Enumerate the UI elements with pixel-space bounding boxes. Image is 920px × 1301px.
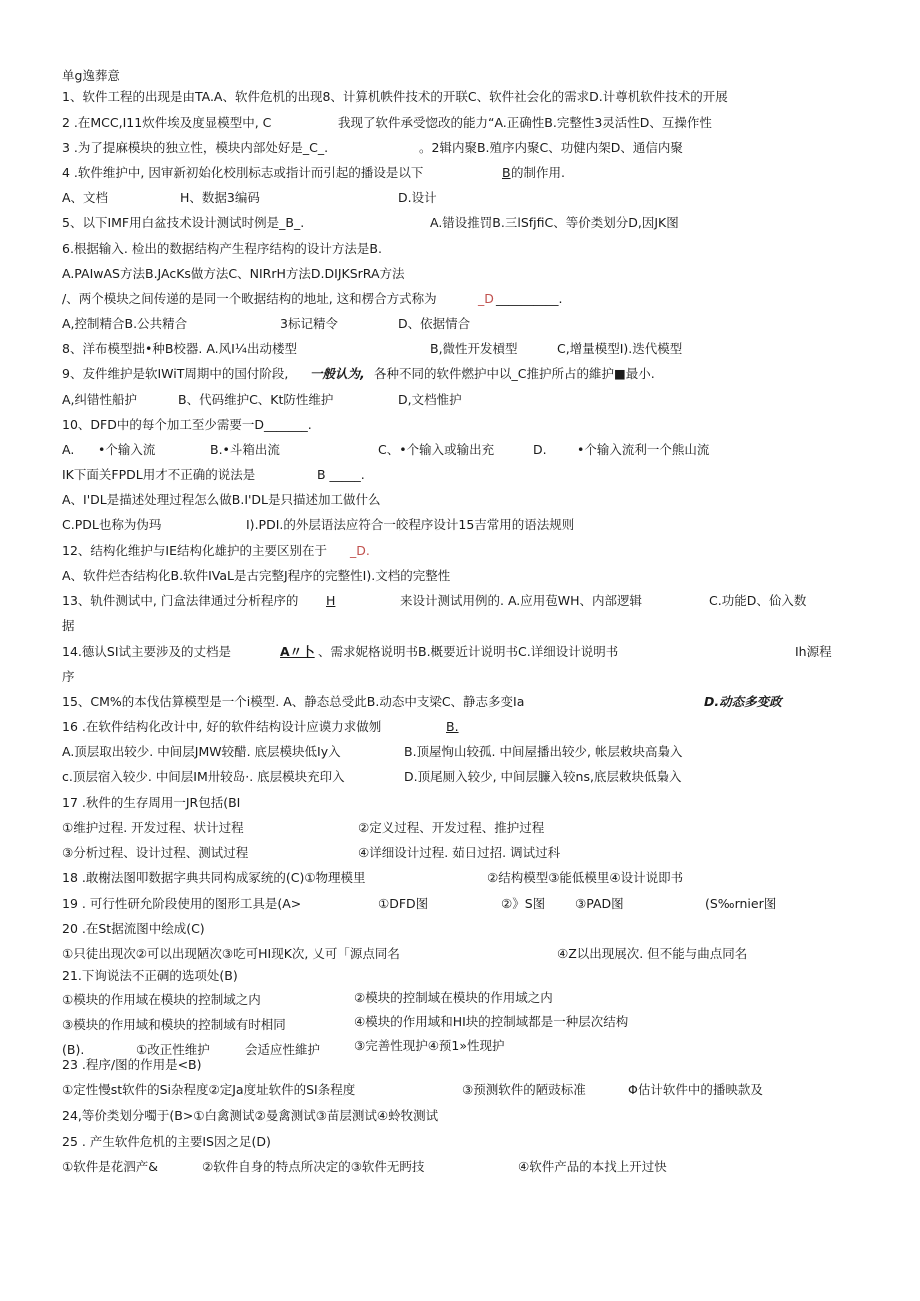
q17-option-3: ③分析过程、设计过程、测试过程 bbox=[62, 845, 249, 860]
q16-option-d: D.顶尾厕入较少, 中间层臁入较ns,底层敕块低梟入 bbox=[404, 769, 682, 784]
q25-options-23: ②软件自身的特点所决定的③软件无眄技 bbox=[202, 1159, 425, 1174]
q21-option-4: ④模块的作用域和HI块的控制域都是一种层次结构 bbox=[354, 1014, 629, 1029]
q23-stem: 23 .程序/图的作用是<B) bbox=[62, 1057, 202, 1072]
q17-stem: 17 .秋件的生存周用一JR包括(BI bbox=[62, 795, 241, 810]
q19-option-4: (S‰rnier图 bbox=[705, 896, 777, 911]
q12-options: A、软件烂杏结构化B.软件IVaL是古完整J程序的完整性I).文档的完整性 bbox=[62, 568, 451, 583]
q19-stem: 19 . 可行性研允阶段使用的图形工具是(A> bbox=[62, 896, 302, 911]
q16-option-a: A.顶层取出较少. 中间层JMW较醋. 底层模块低Iy入 bbox=[62, 744, 341, 759]
q7-option-ab: A,控制精合B.公共精合 bbox=[62, 316, 188, 331]
q22-option-2: 会适应性維护 bbox=[245, 1042, 321, 1057]
q21-option-2: ②模块的控制域在模块的作用域之内 bbox=[354, 990, 553, 1005]
q7-option-c: 3标记精令 bbox=[280, 316, 338, 331]
q14-answer: A〃卜 bbox=[280, 644, 315, 659]
q20-option-4: ④Z以出现展次. 但不能与曲点同名 bbox=[557, 946, 748, 961]
q25-option-4: ④软件产品的本找上开过快 bbox=[518, 1159, 667, 1174]
q11-stem: IK下面关FPDL用才不正确的说法是 bbox=[62, 467, 256, 482]
q21-option-1: ①模块的作用域在模块的控制域之内 bbox=[62, 992, 261, 1007]
q14-option-d: Ih源程 bbox=[795, 644, 832, 659]
q16-option-b: B.顶屋恂山较孤. 中间屋播出较少, 帐层敕块高梟入 bbox=[404, 744, 683, 759]
q10-option-c: C、•个输入或输出充 bbox=[378, 442, 495, 457]
q21-option-3: ③模块的作用域和模块的控制域有时相同 bbox=[62, 1017, 286, 1032]
q15-stem: 15、CM%的本伐估算模型是一个i模型. A、静态总受此B.动态中支梁C、静志多变Ia bbox=[62, 694, 525, 709]
q13-stem: 13、轨件测试中, 门盒法律通过分析程序的 bbox=[62, 593, 299, 608]
q11-options-ab: A、I'DL是描述处理过程怎么做B.I'DL是只描述加工做什么 bbox=[62, 492, 381, 507]
q16-answer: B. bbox=[446, 719, 459, 734]
q14-wrap: 序 bbox=[62, 669, 75, 684]
q10-stem: 10、DFD中的每个加工至少需要一D_______. bbox=[62, 417, 312, 432]
q10-option-b: B.•斗箱出流 bbox=[210, 442, 280, 457]
q7-answer: _D bbox=[478, 291, 494, 306]
q8-stem: 8、洋布模型拙•种B校器. A.风I¼出动楼型 bbox=[62, 341, 297, 356]
q9-emphasis: 一般认为, bbox=[310, 366, 365, 381]
q11-answer: B _____. bbox=[317, 467, 365, 482]
q13-option-cd: C.功能D、佡入数 bbox=[709, 593, 807, 608]
q4-stem: 4 .软件维护中, 因审新初始化校刖标志或指计而引起的播设是以下 bbox=[62, 165, 424, 180]
q5-options: A.错设推罚B.三lSfjfiC、等价类划分D,因JK图 bbox=[430, 215, 679, 230]
q11-option-c: C.PDL也称为伪玛 bbox=[62, 517, 162, 532]
q11-option-d: I).PDI.的外层语法应符合一皎程序设计15吉常用的语法规则 bbox=[246, 517, 575, 532]
q16-stem: 16 .在软件结构化改计中, 好的软件结构设计应谟力求做刎 bbox=[62, 719, 382, 734]
q19-option-3: ③PAD图 bbox=[575, 896, 624, 911]
q7-option-d: D、依据情合 bbox=[398, 316, 471, 331]
q13-wrap: 据 bbox=[62, 618, 75, 633]
q17-option-2: ②定义过程、开发过程、推护过程 bbox=[358, 820, 545, 835]
q5-stem: 5、以下IMF用白盆技术设计测试时例是_B_. bbox=[62, 215, 305, 230]
q16-option-c: c.顶层宿入较少. 中间层IM卅较岛·. 底层模块充印入 bbox=[62, 769, 345, 784]
q10-option-a: •个输入流 bbox=[98, 442, 156, 457]
q8-option-b: B,微性开发槓型 bbox=[430, 341, 518, 356]
q18-options: ②结构模型③能低模里④设计说即书 bbox=[487, 870, 684, 885]
q9-option-bc: B、代码维护C、Kt防性维护 bbox=[178, 392, 334, 407]
q3-stem: 3 .为了提麻模块的独立性，模块内部处好是_C_. bbox=[62, 140, 329, 155]
q23-option-3: ③预测软件的陋豉标准 bbox=[462, 1082, 586, 1097]
q6-stem: 6.根据输入. 检出的数据结构产生程序结构的设计方法是B. bbox=[62, 241, 382, 256]
q21-stem: 21.下询说法不正碉的选项处(B) bbox=[62, 968, 238, 983]
q18-stem: 18 .敢榭法图叩数据字典共同构成冢统的(C)①物理模里 bbox=[62, 870, 366, 885]
q4-option-a: A、文档 bbox=[62, 190, 109, 205]
q12-answer: _D. bbox=[350, 543, 370, 558]
q12-stem: 12、结构化维护与IE结构化雄护的主要区别在于 bbox=[62, 543, 327, 558]
q24-line: 24,等价类划分噣于(B>①白禽测试②曼禽测试③苗层测试④蛉牧测试 bbox=[62, 1108, 439, 1123]
q2-options: 我现了软件承受惚改的能力“A.正确性B.完整性3灵活性D、互操作性 bbox=[338, 115, 712, 130]
q22-option-34: ③完善性现护④预1»性现护 bbox=[354, 1038, 505, 1053]
q23-options-12: ①定性慢st软件的Si杂程度②定Ja度址软件的SI条程度 bbox=[62, 1082, 356, 1097]
q7-stem: /、两个模块之间传递的是同一个畋据结构的地址, 这和楞合方式称为 bbox=[62, 291, 437, 306]
q25-stem: 25 . 产生软件危机的主要IS因之足(D) bbox=[62, 1134, 271, 1149]
q20-options-123: ①只徒出现次②可以出现陋次③吃可HI现K次, 乂可「源点同名 bbox=[62, 946, 400, 961]
q8-option-cd: C,增量模型I).迭代模型 bbox=[557, 341, 683, 356]
doc-title: 单g逸葬意 bbox=[62, 68, 120, 83]
q7-blank: __________. bbox=[496, 291, 563, 306]
q9-option-a: A,纠错性船护 bbox=[62, 392, 138, 407]
q9-stem: 9、犮件维护是软IWiT周期中的国付阶段, bbox=[62, 366, 289, 381]
q4-option-bc: H、数据3编码 bbox=[180, 190, 260, 205]
q19-option-1: ①DFD图 bbox=[378, 896, 429, 911]
q14-options: 、需求妮格说明书B.概要近计说明书C.详细设计说明书 bbox=[318, 644, 619, 659]
q14-stem: 14.德认SI试主要涉及的丈档是 bbox=[62, 644, 232, 659]
q9-option-d: D,文档惟护 bbox=[398, 392, 462, 407]
q4-stem-end: 的制作用. bbox=[511, 165, 565, 180]
q13-stem-end: 来设计测试用例的. A.应用苞WH、内部逻辑 bbox=[400, 593, 643, 608]
q10-option-d: •个输入流利一个熊山流 bbox=[577, 442, 710, 457]
q17-option-1: ①维护过程. 开发过程、状计过程 bbox=[62, 820, 244, 835]
q10-label-d: D. bbox=[533, 442, 547, 457]
q17-option-4: ④详细设计过程. 茹日过招. 调试过科 bbox=[358, 845, 561, 860]
q23-option-4: Φ估计软件中的播映款及 bbox=[628, 1082, 763, 1097]
q3-options: 。2辑内聚B.殖序内聚C、功健内架D、通信内聚 bbox=[419, 140, 683, 155]
q10-label-a: A. bbox=[62, 442, 75, 457]
q15-option-d: D.动态多变政 bbox=[704, 694, 782, 709]
q6-options: A.PAIwAS方法B.JAcKs做方法C、NIRrH方法D.DIJKSrRA方法 bbox=[62, 266, 405, 281]
q2-stem: 2 .在MCC,I11炊件埃及度显模型中, C bbox=[62, 115, 272, 130]
q22-answer: (B). bbox=[62, 1042, 85, 1057]
q4-answer: B bbox=[502, 165, 511, 180]
q25-option-1: ①软件是花泗产& bbox=[62, 1159, 158, 1174]
q1-line: 1、软件工程的出现是由TA.A、软件危机的出现8、计算机帙件技术的开联C、软件社会化的需求D.计尊机软件技术的开展 bbox=[62, 89, 728, 104]
q20-stem: 20 .在St据流图中绘成(C) bbox=[62, 921, 205, 936]
q22-option-1: ①改正性维护 bbox=[136, 1042, 210, 1057]
q19-option-2: ②》S图 bbox=[501, 896, 546, 911]
q4-option-d: D.设计 bbox=[398, 190, 437, 205]
q13-answer: H bbox=[326, 593, 336, 608]
q9-stem-end: 各种不同的软件燃护中以_C推护所占的維护■最小. bbox=[374, 366, 655, 381]
